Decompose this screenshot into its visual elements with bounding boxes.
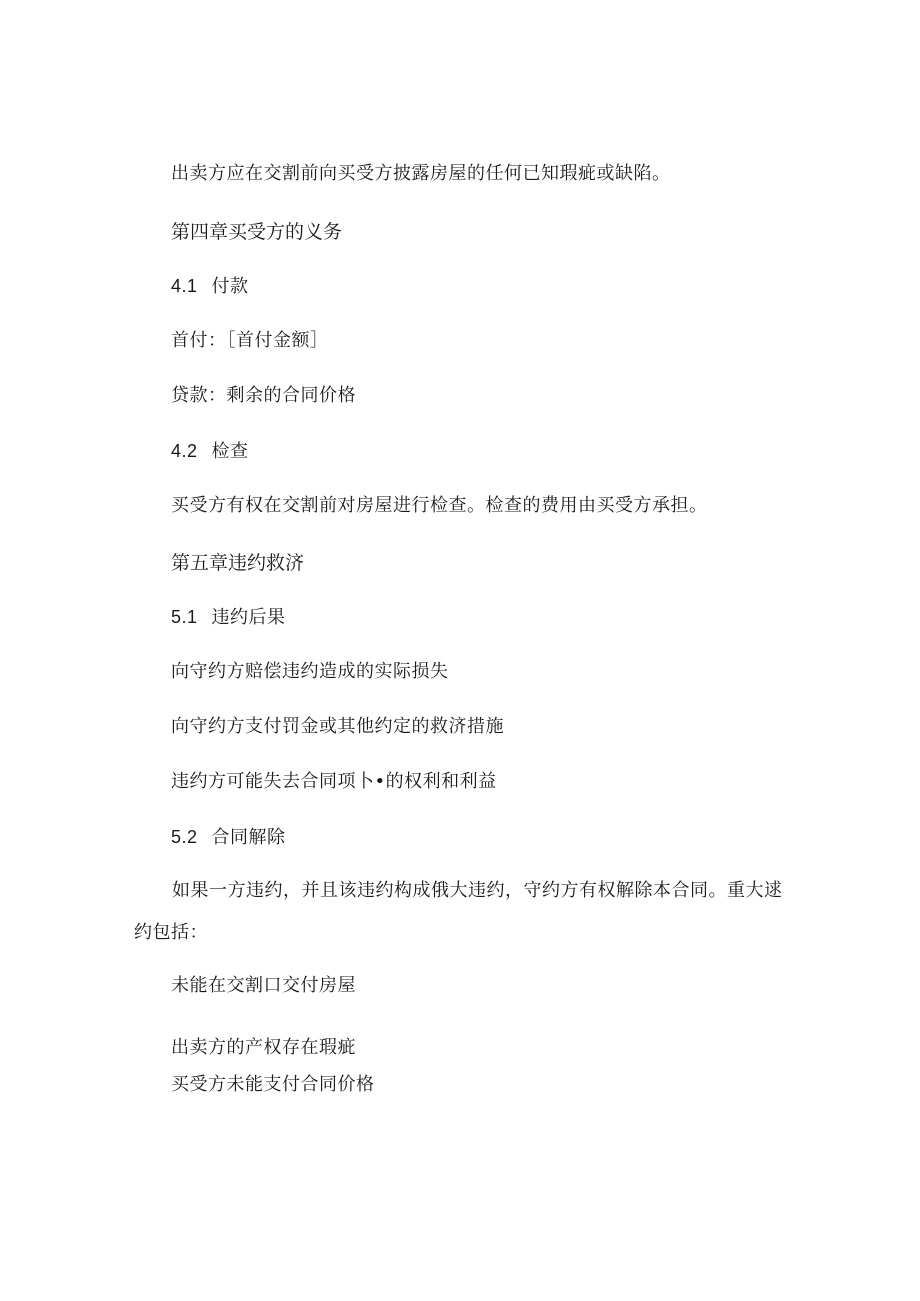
- compensation-text: 向守约方赔偿违约造成的实际损失: [171, 661, 449, 682]
- inspection-text: 买受方有权在交割前对房屋进行检查。检查的费用由买受方承担。: [171, 495, 708, 516]
- fail-deliver-text: 未能在交割口交付房屋: [171, 975, 356, 996]
- penalty-text: 向守约方支付罚金或其他约定的救济措施: [171, 716, 504, 737]
- section-5-1-heading: [171, 605, 286, 630]
- section-number: 4.2: [171, 441, 198, 461]
- title-defect-text: 出卖方的产权存在瑕疵: [171, 1037, 356, 1058]
- section-title: 检查: [211, 441, 249, 462]
- termination-paragraph: 如果一方违约，并且该违约构成俄大违约，守约方有权解除本合同。重大逑约包括：: [134, 880, 783, 943]
- chapter-5-heading: 第五章违约救济: [171, 552, 305, 574]
- chapter-4-heading: 第四章买受方的义务: [171, 221, 343, 243]
- section-number: 5.2: [171, 827, 198, 847]
- section-number: 4.1: [171, 276, 198, 296]
- section-title: 违约后果: [211, 607, 286, 628]
- seller-disclosure-text: 出卖方应在交割前向买受方披露房屋的任何已知瑕疵或缺陷。: [171, 163, 671, 184]
- section-4-1-heading: [171, 274, 249, 299]
- section-5-2-heading: [171, 825, 286, 850]
- section-title: 合同解除: [211, 827, 286, 848]
- section-title: 付款: [211, 276, 249, 297]
- section-4-2-heading: [171, 439, 249, 464]
- lose-rights-text: 违约方可能失去合同项卜•的权利和利益: [171, 771, 497, 792]
- fail-pay-text: 买受方未能支付合同价格: [171, 1074, 375, 1095]
- section-number: 5.1: [171, 607, 198, 627]
- down-payment-text: 首付：［首付金额］: [171, 330, 329, 351]
- loan-text: 贷款：剩余的合同价格: [171, 385, 356, 406]
